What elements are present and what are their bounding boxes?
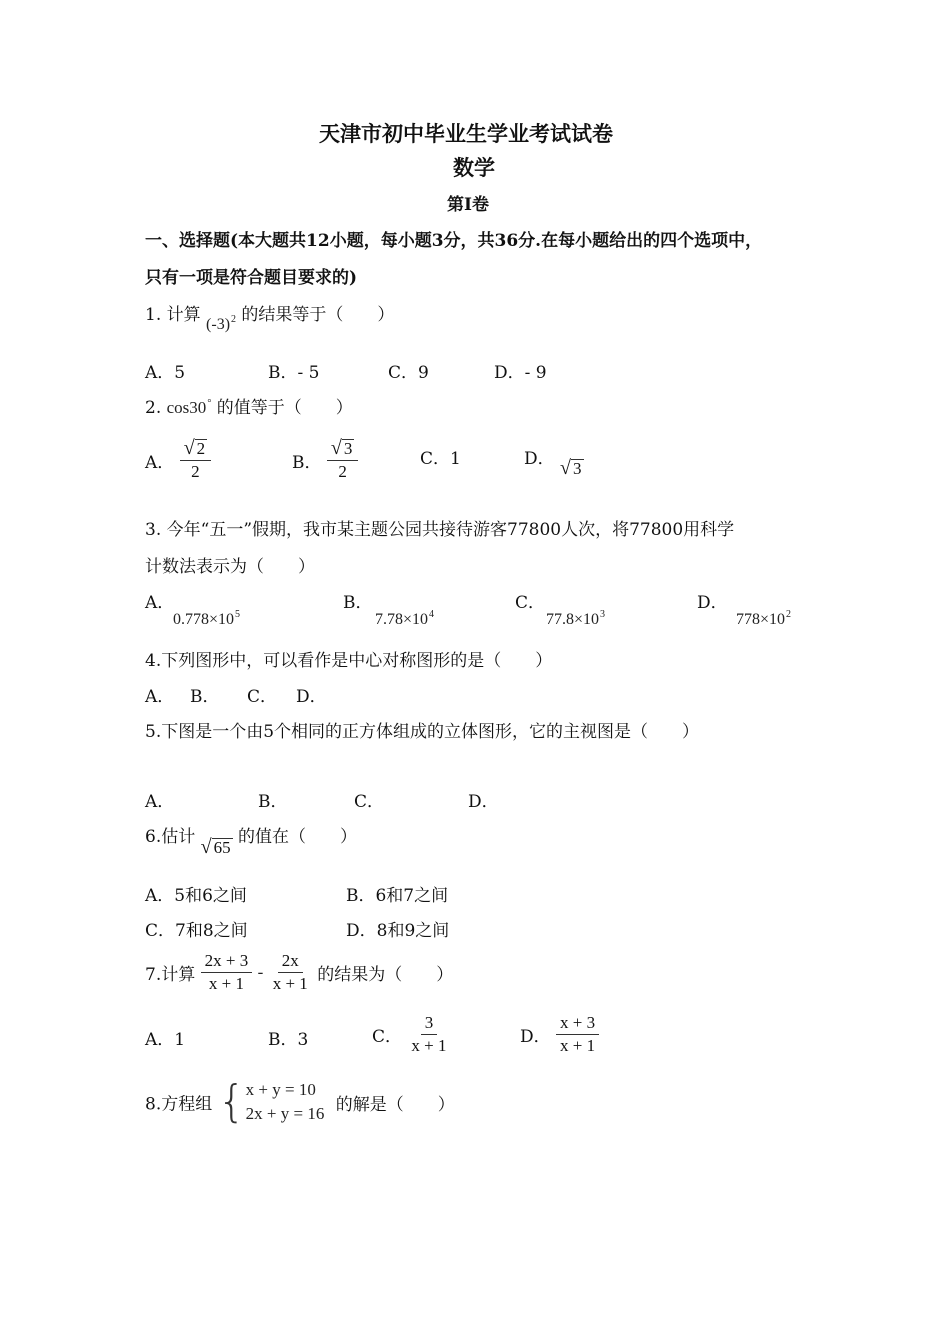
q2-b-label: B． (292, 453, 322, 473)
q4-option-d[interactable]: D． (296, 687, 327, 707)
q2-b-radicand: 3 (343, 439, 353, 458)
q7-d-denominator: x + 1 (560, 1036, 596, 1055)
q3-b-label: B． (343, 593, 373, 613)
q7-c-label: C． (372, 1027, 403, 1047)
q4-option-b[interactable]: B． (190, 687, 220, 707)
q5-option-c[interactable]: C． (354, 792, 385, 812)
q7-fraction-2 (269, 950, 312, 995)
q3-d-mantissa: 778×10 (736, 611, 786, 628)
q3-line1: 3. 今年“五一”假期，我市某主题公园共接待游客77800人次，将77800用科学 (145, 520, 735, 540)
q7-prefix: 7.计算 (145, 965, 196, 985)
q1-option-a[interactable]: A．5 (145, 363, 186, 383)
q1-prefix: 1. 计算 (145, 305, 201, 325)
q6-option-c[interactable]: C．7和8之间 (145, 921, 248, 941)
q8-system (218, 1078, 325, 1126)
q1-base: (-3) (206, 316, 231, 333)
q7-c-numerator: 3 (421, 1012, 438, 1035)
q8-equation-2: 2x + y = 16 (245, 1104, 325, 1123)
q7-f1-denominator: x + 1 (208, 974, 244, 993)
q3-d-exponent: 2 (786, 609, 792, 620)
q7-option-a[interactable]: A．1 (145, 1030, 186, 1050)
q4-option-c[interactable]: C． (247, 687, 278, 707)
q3-b-value (375, 611, 434, 628)
question-2 (145, 393, 353, 418)
q1-exponent: 2 (231, 314, 237, 325)
question-5: 5.下图是一个由5个相同的正方体组成的立体图形，它的主视图是（ ） (145, 722, 700, 742)
q1-suffix: 的结果等于（ ） (241, 305, 395, 325)
q8-brace: { (217, 1076, 246, 1127)
q7-d-label: D． (520, 1027, 551, 1047)
question-4: 4.下列图形中，可以看作是中心对称图形的是（ ） (145, 651, 553, 671)
q2-expression (167, 398, 212, 417)
q7-c-denominator: x + 1 (411, 1036, 447, 1055)
q7-option-d[interactable] (520, 1012, 599, 1057)
q2-d-label: D． (524, 449, 555, 469)
section-heading-line1: 一、选择题(本大题共12小题，每小题3分，共36分.在每小题给出的四个选项中， (145, 231, 763, 251)
q6-option-d[interactable]: D．8和9之间 (346, 921, 450, 941)
q3-a-mantissa: 0.778×10 (173, 611, 235, 628)
q2-a-denominator: 2 (191, 462, 200, 481)
q2-suffix: 的值等于（ ） (216, 398, 353, 418)
exam-title: 天津市初中毕业生学业考试试卷 (319, 121, 613, 146)
q2-d-sqrt: √ 3 (560, 457, 582, 479)
q8-prefix: 8.方程组 (145, 1094, 213, 1115)
q3-a-value (173, 611, 240, 628)
q2-a-fraction: √ 2 2 (180, 438, 211, 483)
q6-sqrt: √ 65 (200, 836, 231, 858)
q1-option-c[interactable]: C．9 (388, 363, 429, 383)
q7-option-b[interactable]: B．3 (268, 1030, 309, 1050)
q1-option-d[interactable]: D．- 9 (494, 363, 547, 383)
q7-f1-numerator: 2x + 3 (201, 950, 253, 973)
q7-suffix: 的结果为（ ） (317, 965, 454, 985)
q6-option-b[interactable]: B．6和7之间 (346, 886, 449, 906)
q1-expression (206, 316, 236, 333)
q6-prefix: 6.估计 (145, 827, 196, 847)
q7-minus: - (257, 962, 264, 982)
q2-cos: cos30 (166, 398, 207, 417)
question-7 (145, 950, 453, 995)
q2-d-radicand: 3 (573, 459, 582, 478)
q7-fraction-1 (201, 950, 253, 995)
question-1 (145, 300, 395, 333)
q3-a-exponent: 5 (235, 609, 241, 620)
q5-option-a[interactable]: A． (145, 792, 175, 812)
q2-option-a[interactable] (145, 438, 211, 483)
q3-option-b[interactable] (343, 588, 434, 633)
q2-option-d[interactable] (524, 444, 584, 479)
q3-b-mantissa: 7.78×10 (375, 611, 429, 628)
q8-equation-1: x + y = 10 (245, 1080, 316, 1099)
q2-option-b[interactable] (292, 438, 358, 483)
q7-f2-denominator: x + 1 (272, 974, 308, 993)
q1-option-b[interactable]: B．- 5 (268, 363, 320, 383)
q6-suffix: 的值在（ ） (238, 827, 358, 847)
q2-b-fraction: √ 3 2 (327, 438, 358, 483)
q7-c-fraction (407, 1012, 450, 1057)
q2-b-denominator: 2 (338, 462, 347, 481)
q7-d-numerator: x + 3 (556, 1012, 599, 1035)
q3-c-value (546, 611, 605, 628)
q3-option-c[interactable] (515, 588, 605, 633)
q3-d-label: D． (697, 593, 728, 613)
q3-c-mantissa: 77.8×10 (546, 611, 600, 628)
q2-degree: ° (207, 398, 212, 409)
q5-option-b[interactable]: B． (258, 792, 288, 812)
q5-option-d[interactable]: D． (468, 792, 499, 812)
subject-title: 数学 (453, 155, 495, 180)
q3-b-exponent: 4 (429, 609, 435, 620)
question-8 (145, 1078, 455, 1126)
q7-option-c[interactable] (372, 1012, 451, 1057)
q4-option-a[interactable]: A． (145, 687, 175, 707)
q7-d-fraction (556, 1012, 599, 1057)
q7-f2-numerator: 2x (278, 950, 303, 973)
q2-a-radicand: 2 (196, 439, 206, 458)
q3-c-exponent: 3 (600, 609, 606, 620)
q2-prefix: 2. (145, 398, 162, 418)
question-6 (145, 822, 358, 858)
volume-title: 第Ⅰ卷 (447, 195, 489, 215)
q8-suffix: 的解是（ ） (335, 1094, 455, 1115)
q2-option-c[interactable]: C．1 (420, 449, 461, 469)
q2-a-label: A． (145, 453, 175, 473)
q3-option-a[interactable] (145, 588, 240, 633)
q3-line2: 计数法表示为（ ） (145, 557, 315, 577)
q3-option-d[interactable] (697, 588, 791, 633)
q3-d-value (736, 611, 791, 628)
q6-radicand: 65 (213, 838, 231, 857)
q3-a-label: A． (145, 593, 175, 613)
q6-option-a[interactable]: A．5和6之间 (145, 886, 247, 906)
q3-c-label: C． (515, 593, 546, 613)
section-heading-line2: 只有一项是符合题目要求的) (145, 268, 358, 288)
